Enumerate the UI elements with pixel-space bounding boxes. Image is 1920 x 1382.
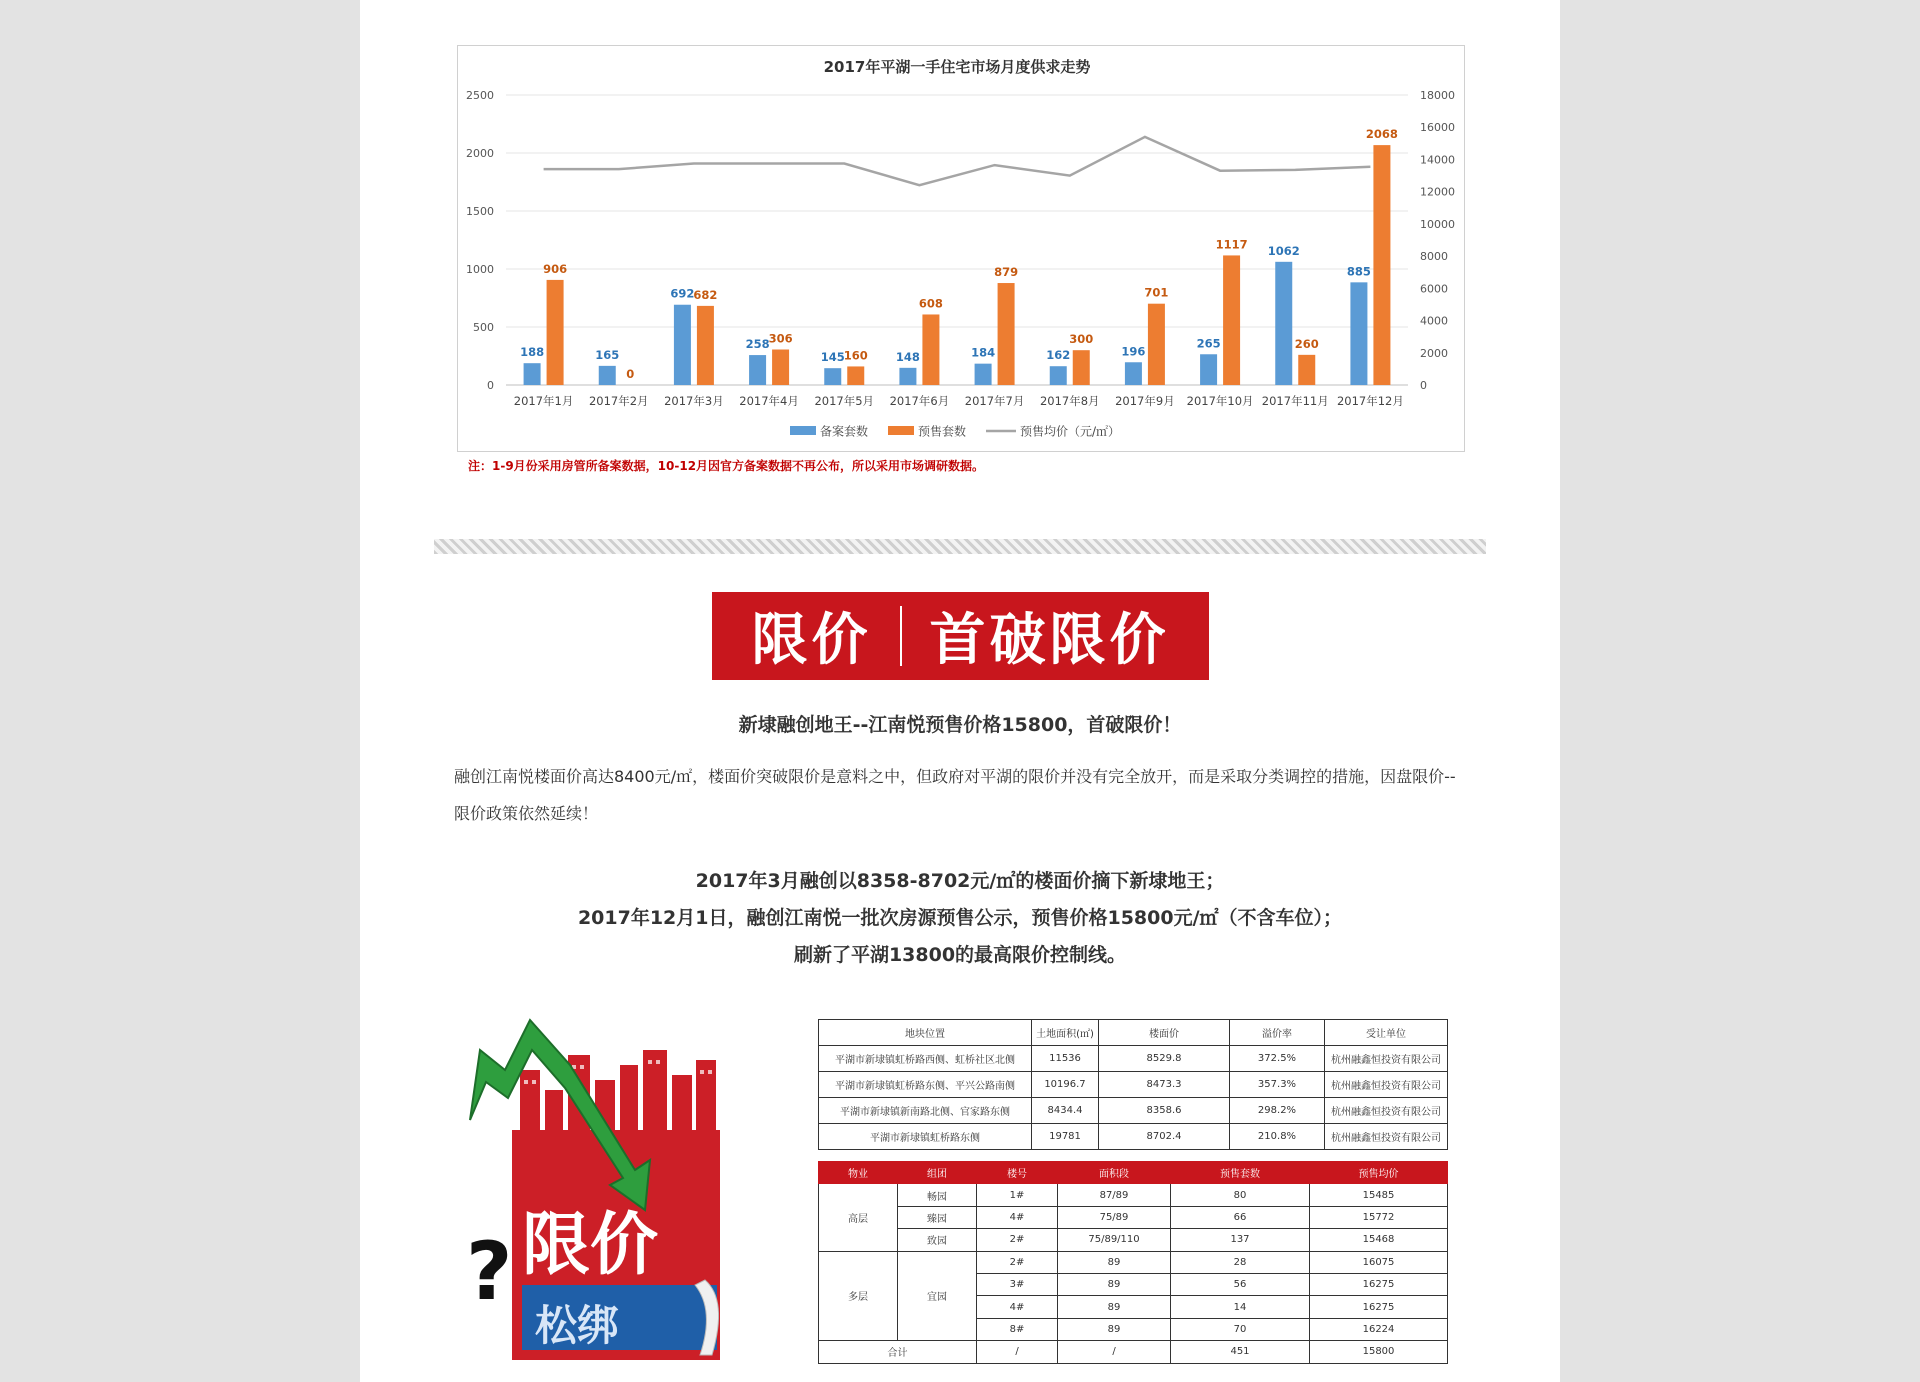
data-label: 300 xyxy=(1069,332,1094,347)
presale-cell: 4# xyxy=(977,1296,1058,1318)
presale-cell: 89 xyxy=(1058,1318,1171,1340)
bar xyxy=(547,280,564,385)
illustration-main-text: 限价 xyxy=(522,1206,659,1285)
x-tick-label: 2017年11月 xyxy=(1261,394,1329,408)
center-line-1: 2017年3月融创以8358-8702元/㎡的楼面价摘下新埭地王； xyxy=(695,870,1225,892)
y-right-tick-label: 18000 xyxy=(1420,89,1455,102)
page xyxy=(360,0,1560,1382)
bar xyxy=(1275,262,1292,385)
legend-label: 备案套数 xyxy=(820,424,869,439)
legend-swatch xyxy=(888,426,914,435)
land-cell: 8473.3 xyxy=(1099,1072,1230,1098)
bar xyxy=(1350,282,1367,385)
land-cell: 8702.4 xyxy=(1099,1124,1230,1150)
y-left-tick-label: 1500 xyxy=(466,205,494,218)
y-left-tick-label: 500 xyxy=(473,321,494,334)
x-tick-label: 2017年7月 xyxy=(964,394,1025,408)
presale-cell: 15468 xyxy=(1310,1229,1448,1251)
land-header-floor-price: 楼面价 xyxy=(1099,1020,1230,1046)
chart-title: 2017年平湖一手住宅市场月度供求走势 xyxy=(823,58,1091,76)
data-label: 148 xyxy=(895,349,920,364)
presale-cell: 70 xyxy=(1171,1318,1310,1340)
bar xyxy=(922,314,939,385)
center-line-3: 刷新了平湖13800的最高限价控制线。 xyxy=(793,944,1127,966)
data-label: 165 xyxy=(595,347,620,362)
presale-cell: 16275 xyxy=(1310,1296,1448,1318)
presale-property-cell: 高层 xyxy=(819,1184,898,1251)
presale-cell: 75/89/110 xyxy=(1058,1229,1171,1251)
y-right-tick-label: 4000 xyxy=(1420,314,1448,328)
presale-table xyxy=(818,1161,1448,1364)
data-label: 162 xyxy=(1046,348,1071,363)
presale-cell: 15772 xyxy=(1310,1206,1448,1228)
bar xyxy=(1200,354,1217,385)
bar xyxy=(1223,255,1240,385)
data-label: 145 xyxy=(820,350,845,365)
land-cell: 372.5% xyxy=(1230,1046,1325,1072)
presale-property-cell: 多层 xyxy=(819,1251,898,1341)
bar xyxy=(998,283,1015,385)
presale-cell: 89 xyxy=(1058,1251,1171,1273)
presale-header-area: 面积段 xyxy=(1058,1162,1171,1184)
legend-label: 预售套数 xyxy=(918,424,967,439)
data-label: 184 xyxy=(971,345,996,360)
presale-cell: 2# xyxy=(977,1251,1058,1273)
presale-cell: 16075 xyxy=(1310,1251,1448,1273)
table-row xyxy=(819,1072,1448,1098)
legend-label: 预售均价（元/㎡） xyxy=(1020,424,1121,439)
table-row xyxy=(819,1229,1448,1251)
x-tick-label: 2017年6月 xyxy=(889,394,950,408)
data-label: 306 xyxy=(768,331,793,346)
land-cell: 平湖市新埭镇新南路北侧、官家路东侧 xyxy=(819,1098,1032,1124)
data-label: 2068 xyxy=(1365,127,1398,142)
y-right-tick-label: 0 xyxy=(1420,379,1427,392)
y-left-tick-label: 2000 xyxy=(466,147,494,160)
data-label: 0 xyxy=(626,367,635,381)
y-right-tick-label: 14000 xyxy=(1420,153,1455,167)
land-cell: 杭州融鑫恒投资有限公司 xyxy=(1325,1098,1448,1124)
supply-demand-chart xyxy=(458,46,1464,451)
x-tick-label: 2017年2月 xyxy=(588,394,649,408)
presale-cell: / xyxy=(1058,1341,1171,1363)
presale-cell: / xyxy=(977,1341,1058,1363)
table-row xyxy=(819,1124,1448,1150)
banner-separator xyxy=(900,606,902,666)
presale-cluster-cell: 宜园 xyxy=(898,1251,977,1341)
x-tick-label: 2017年3月 xyxy=(664,394,724,408)
bar xyxy=(1050,366,1067,385)
section-banner xyxy=(712,592,1209,680)
presale-header-cluster: 组团 xyxy=(898,1162,977,1184)
bar xyxy=(1373,145,1390,385)
x-tick-label: 2017年4月 xyxy=(739,394,799,408)
x-tick-label: 2017年10月 xyxy=(1186,394,1254,408)
bar xyxy=(847,366,864,385)
presale-total-label: 合计 xyxy=(819,1341,977,1363)
presale-cell: 16275 xyxy=(1310,1273,1448,1295)
presale-cell: 14 xyxy=(1171,1296,1310,1318)
bar xyxy=(772,350,789,385)
land-header-area: 土地面积(㎡) xyxy=(1032,1020,1099,1046)
legend-swatch xyxy=(790,426,816,435)
y-right-tick-label: 8000 xyxy=(1420,250,1448,264)
x-tick-label: 2017年8月 xyxy=(1039,394,1100,408)
presale-cell: 8# xyxy=(977,1318,1058,1340)
data-label: 265 xyxy=(1196,336,1221,351)
chart-container xyxy=(457,45,1465,452)
land-header-location: 地块位置 xyxy=(819,1020,1032,1046)
presale-cell: 56 xyxy=(1171,1273,1310,1295)
y-left-tick-label: 1000 xyxy=(466,263,494,276)
bar xyxy=(599,366,616,385)
bar xyxy=(1148,304,1165,385)
presale-header-property: 物业 xyxy=(819,1162,898,1184)
bar xyxy=(524,363,541,385)
land-cell: 平湖市新埭镇虹桥路西侧、虹桥社区北侧 xyxy=(819,1046,1032,1072)
headline: 新埭融创地王--江南悦预售价格15800，首破限价！ xyxy=(738,714,1182,736)
land-cell: 8434.4 xyxy=(1032,1098,1099,1124)
y-right-tick-label: 2000 xyxy=(1420,346,1448,360)
land-cell: 19781 xyxy=(1032,1124,1099,1150)
presale-cell: 致园 xyxy=(898,1229,977,1251)
banner-right-text: 首破限价 xyxy=(929,607,1170,673)
bar xyxy=(697,306,714,385)
data-label: 188 xyxy=(520,345,545,360)
land-cell: 8358.6 xyxy=(1099,1098,1230,1124)
land-cell: 11536 xyxy=(1032,1046,1099,1072)
presale-cell: 4# xyxy=(977,1206,1058,1228)
data-label: 1117 xyxy=(1215,237,1248,252)
presale-cell: 80 xyxy=(1171,1184,1310,1206)
data-label: 258 xyxy=(745,337,770,352)
presale-cell: 畅园 xyxy=(898,1184,977,1206)
bar xyxy=(674,305,691,385)
table-row xyxy=(819,1251,1448,1273)
data-label: 701 xyxy=(1144,285,1169,300)
table-row xyxy=(819,1098,1448,1124)
land-table xyxy=(818,1019,1448,1150)
land-cell: 210.8% xyxy=(1230,1124,1325,1150)
y-left-tick-label: 0 xyxy=(487,379,494,392)
illustration-sub-text: 松绑 xyxy=(535,1301,620,1350)
land-header-buyer: 受让单位 xyxy=(1325,1020,1448,1046)
presale-cell: 75/89 xyxy=(1058,1206,1171,1228)
center-line-2: 2017年12月1日，融创江南悦一批次房源预售公示，预售价格15800元/㎡（不含车位）； xyxy=(577,907,1343,929)
data-label: 196 xyxy=(1121,344,1146,359)
bar xyxy=(975,364,992,385)
y-left-tick-label: 2500 xyxy=(466,89,494,102)
y-right-tick-label: 10000 xyxy=(1420,217,1455,231)
land-cell: 杭州融鑫恒投资有限公司 xyxy=(1325,1046,1448,1072)
y-right-tick-label: 6000 xyxy=(1420,282,1448,296)
data-label: 906 xyxy=(543,261,568,276)
presale-cell: 66 xyxy=(1171,1206,1310,1228)
land-cell: 10196.7 xyxy=(1032,1072,1099,1098)
chart-note: 注：1-9月份采用房管所备案数据，10-12月因官方备案数据不再公布，所以采用市场调研数据。 xyxy=(468,459,985,473)
presale-cell: 16224 xyxy=(1310,1318,1448,1340)
data-label: 608 xyxy=(918,296,943,311)
data-label: 1062 xyxy=(1267,243,1300,258)
land-cell: 杭州融鑫恒投资有限公司 xyxy=(1325,1124,1448,1150)
data-label: 879 xyxy=(994,265,1019,280)
data-label: 682 xyxy=(693,287,718,302)
x-tick-label: 2017年12月 xyxy=(1336,394,1404,408)
bar xyxy=(899,368,916,385)
land-cell: 357.3% xyxy=(1230,1072,1325,1098)
price-line xyxy=(544,137,1371,185)
land-cell: 298.2% xyxy=(1230,1098,1325,1124)
presale-cell: 1# xyxy=(977,1184,1058,1206)
land-cell: 杭州融鑫恒投资有限公司 xyxy=(1325,1072,1448,1098)
bar xyxy=(749,355,766,385)
data-label: 885 xyxy=(1346,264,1371,279)
presale-cell: 2# xyxy=(977,1229,1058,1251)
land-cell: 平湖市新埭镇虹桥路东侧 xyxy=(819,1124,1032,1150)
data-label: 260 xyxy=(1294,336,1319,351)
data-label: 692 xyxy=(670,286,695,301)
table-row xyxy=(819,1184,1448,1206)
presale-cell: 89 xyxy=(1058,1273,1171,1295)
data-label: 160 xyxy=(843,348,868,363)
presale-cell: 87/89 xyxy=(1058,1184,1171,1206)
x-tick-label: 2017年1月 xyxy=(513,394,574,408)
land-cell: 8529.8 xyxy=(1099,1046,1230,1072)
presale-cell: 28 xyxy=(1171,1251,1310,1273)
presale-cell: 臻园 xyxy=(898,1206,977,1228)
body-paragraph: 融创江南悦楼面价高达8400元/㎡，楼面价突破限价是意料之中，但政府对平湖的限价并没有完全放开，而是采取分类调控的措施，因盘限价--限价政策依然延续！ xyxy=(454,767,1456,823)
presale-cell: 451 xyxy=(1171,1341,1310,1363)
presale-cell: 137 xyxy=(1171,1229,1310,1251)
presale-header-units: 预售套数 xyxy=(1171,1162,1310,1184)
y-right-tick-label: 16000 xyxy=(1420,121,1455,135)
banner-left-text: 限价 xyxy=(751,607,872,673)
bar xyxy=(1125,362,1142,385)
land-header-premium: 溢价率 xyxy=(1230,1020,1325,1046)
table-row xyxy=(819,1046,1448,1072)
presale-cell: 89 xyxy=(1058,1296,1171,1318)
bar xyxy=(1298,355,1315,385)
y-right-tick-label: 12000 xyxy=(1420,185,1455,199)
bar xyxy=(1073,350,1090,385)
presale-cell: 15800 xyxy=(1310,1341,1448,1363)
presale-cell: 15485 xyxy=(1310,1184,1448,1206)
presale-header-price: 预售均价 xyxy=(1310,1162,1448,1184)
question-mark: ? xyxy=(466,1225,513,1318)
x-tick-label: 2017年5月 xyxy=(814,394,875,408)
presale-header-building: 楼号 xyxy=(977,1162,1058,1184)
x-tick-label: 2017年9月 xyxy=(1115,394,1175,408)
land-cell: 平湖市新埭镇虹桥路东侧、平兴公路南侧 xyxy=(819,1072,1032,1098)
bar xyxy=(824,368,841,385)
section-divider xyxy=(434,539,1486,554)
table-row xyxy=(819,1206,1448,1228)
presale-cell: 3# xyxy=(977,1273,1058,1295)
table-row-total xyxy=(819,1341,1448,1363)
